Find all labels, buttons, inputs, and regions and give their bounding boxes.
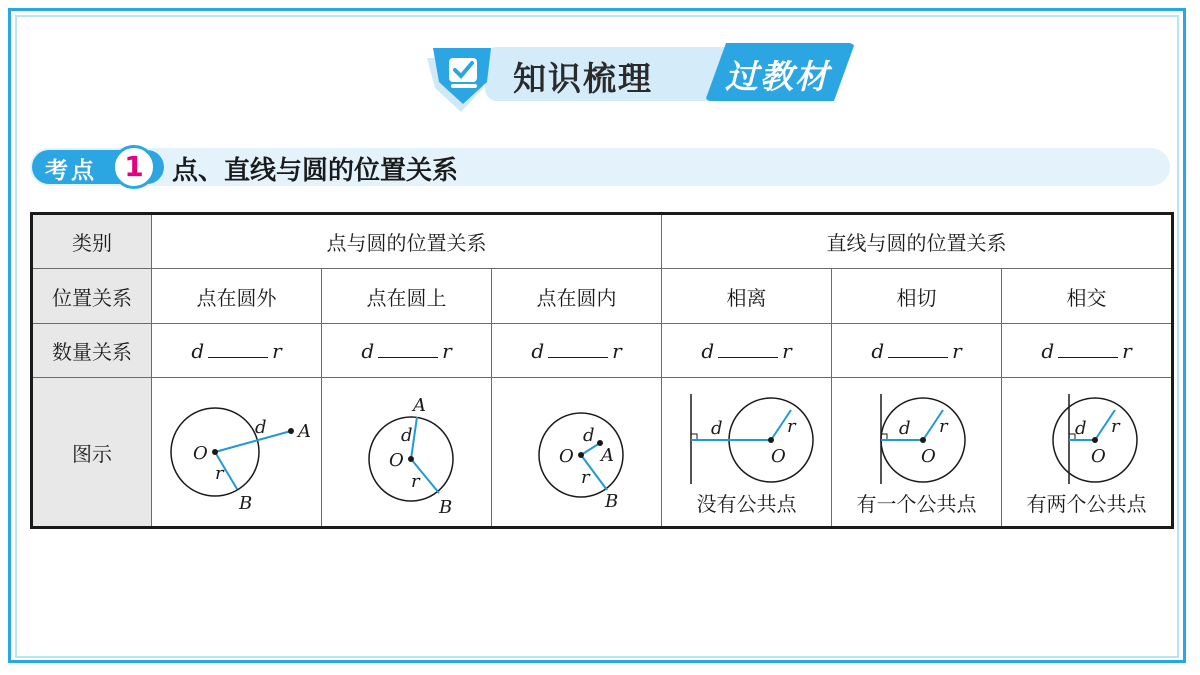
table-row	[32, 214, 1173, 269]
row-header-position: 位置关系	[32, 269, 152, 324]
label-O: O	[920, 445, 936, 467]
figure-line-intersect	[1002, 378, 1173, 528]
answer-blank[interactable]	[208, 343, 268, 358]
section-title: 点、直线与圆的位置关系	[172, 156, 459, 186]
position-on: 点在圆上	[322, 269, 492, 324]
table-row	[32, 324, 1173, 378]
banner-title-right: 过教材	[725, 57, 830, 96]
figure-line-separate	[662, 378, 832, 528]
qty-r: r	[782, 338, 792, 363]
position-inside: 点在圆内	[492, 269, 662, 324]
relations-table	[30, 212, 1174, 529]
diagram-point-outside	[157, 387, 317, 517]
label-A: A	[412, 395, 426, 416]
answer-blank[interactable]	[718, 343, 778, 358]
banner-title-left: 知识梳理	[513, 59, 653, 98]
qty-d: d	[191, 338, 205, 363]
answer-blank[interactable]	[548, 343, 608, 358]
label-O: O	[770, 445, 786, 467]
figure-point-inside	[492, 378, 662, 528]
diagram-point-inside	[497, 387, 657, 517]
figure-point-on	[322, 378, 492, 528]
row-header-quantity: 数量关系	[32, 324, 152, 378]
label-B: B	[238, 493, 252, 514]
section-label: 考点	[45, 158, 97, 184]
position-tangent: 相切	[832, 269, 1002, 324]
figure-point-outside	[152, 378, 322, 528]
answer-blank[interactable]	[378, 343, 438, 358]
diagram-line-intersect	[1007, 388, 1167, 488]
caption-no-common-point: 没有公共点	[696, 491, 797, 516]
label-d: d	[254, 417, 267, 438]
answer-blank[interactable]	[888, 343, 948, 358]
label-A: A	[600, 445, 614, 466]
label-r: r	[938, 415, 948, 437]
label-B: B	[604, 491, 618, 512]
qty-d: d	[531, 338, 545, 363]
position-separate: 相离	[662, 269, 832, 324]
label-r: r	[214, 463, 224, 484]
group-point-circle: 点与圆的位置关系	[152, 214, 662, 269]
qty-cell	[492, 324, 662, 378]
qty-cell	[322, 324, 492, 378]
table-row	[32, 378, 1173, 528]
table-row	[32, 269, 1173, 324]
label-O: O	[558, 446, 574, 467]
answer-blank[interactable]	[1058, 343, 1118, 358]
qty-cell	[832, 324, 1002, 378]
label-B: B	[438, 497, 452, 517]
label-d: d	[582, 425, 595, 446]
label-A: A	[297, 421, 311, 442]
qty-cell	[1002, 324, 1173, 378]
label-r: r	[786, 415, 796, 437]
label-O: O	[192, 443, 208, 464]
qty-r: r	[272, 338, 282, 363]
qty-r: r	[1122, 338, 1132, 363]
label-O: O	[388, 450, 404, 471]
label-d: d	[400, 425, 413, 446]
diagram-point-on	[327, 387, 487, 517]
label-O: O	[1090, 445, 1106, 467]
row-header-figure: 图示	[32, 378, 152, 528]
position-outside: 点在圆外	[152, 269, 322, 324]
section-number: 1	[112, 145, 156, 189]
qty-d: d	[1041, 338, 1055, 363]
qty-r: r	[612, 338, 622, 363]
label-r: r	[580, 467, 590, 488]
label-d: d	[1074, 417, 1087, 439]
position-intersect: 相交	[1002, 269, 1173, 324]
row-header-category: 类别	[32, 214, 152, 269]
qty-r: r	[442, 338, 452, 363]
diagram-line-tangent	[837, 388, 997, 488]
caption-two-common-points: 有两个公共点	[1026, 491, 1147, 516]
diagram-line-separate	[667, 388, 827, 488]
qty-r: r	[952, 338, 962, 363]
checklist-icon	[425, 40, 515, 120]
qty-cell	[152, 324, 322, 378]
label-r: r	[410, 471, 420, 492]
label-r: r	[1110, 415, 1120, 437]
label-d: d	[898, 417, 911, 439]
qty-d: d	[361, 338, 375, 363]
caption-one-common-point: 有一个公共点	[856, 491, 977, 516]
qty-cell	[662, 324, 832, 378]
group-line-circle: 直线与圆的位置关系	[662, 214, 1173, 269]
qty-d: d	[871, 338, 885, 363]
figure-line-tangent	[832, 378, 1002, 528]
qty-d: d	[701, 338, 715, 363]
label-d: d	[710, 417, 723, 439]
header-banner	[425, 40, 855, 115]
